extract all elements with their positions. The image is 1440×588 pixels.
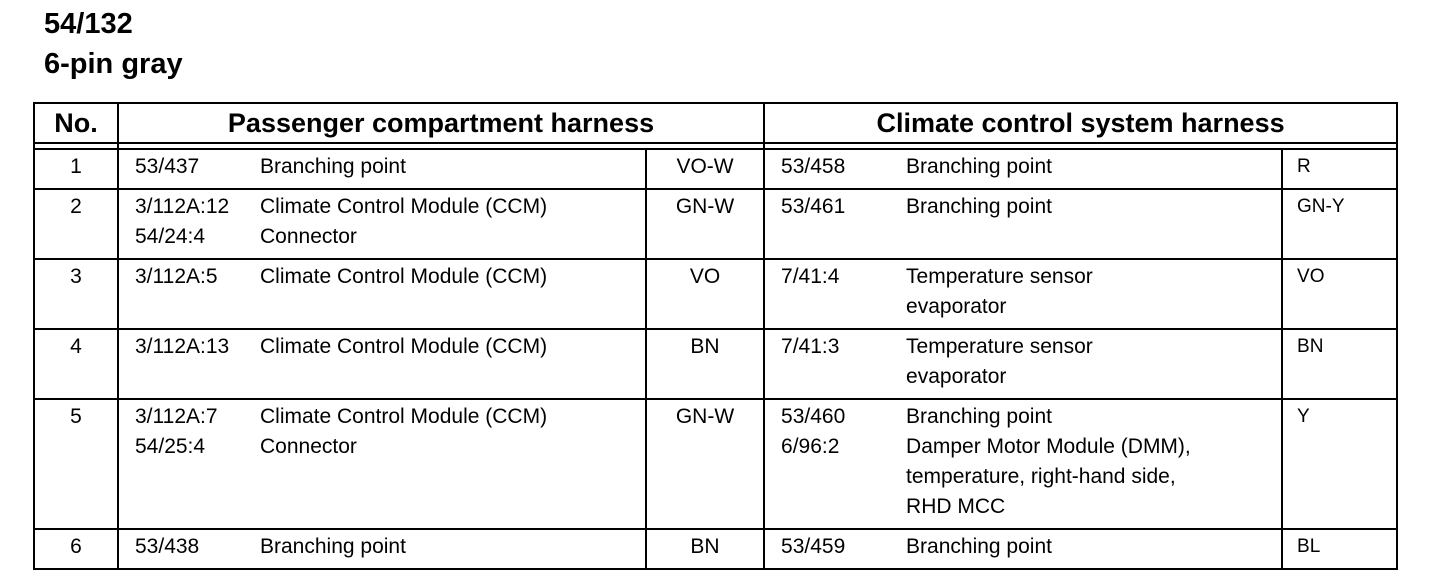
climate-description: Temperature sensor	[906, 265, 1093, 288]
passenger-description: Branching point	[260, 155, 406, 178]
climate-description-cell	[906, 329, 1282, 399]
table-row	[34, 149, 1397, 189]
passenger-description: Connector	[260, 225, 357, 248]
climate-code: 53/461	[781, 195, 846, 218]
passenger-code-cell	[118, 329, 260, 399]
climate-code-cell	[764, 399, 906, 529]
passenger-wire-color: GN-W	[646, 189, 764, 259]
passenger-description-cell	[260, 529, 646, 569]
header-passenger-harness: Passenger compartment harness	[118, 103, 764, 143]
passenger-code: 3/112A:7	[135, 405, 218, 428]
climate-description: Damper Motor Module (DMM),	[906, 435, 1191, 458]
table-row	[34, 529, 1397, 569]
passenger-description: Connector	[260, 435, 357, 458]
climate-wire-color: R	[1282, 149, 1397, 189]
passenger-code-cell	[118, 529, 260, 569]
climate-code: 7/41:3	[781, 335, 840, 358]
table-header-row	[34, 103, 1397, 143]
passenger-description-cell	[260, 329, 646, 399]
pin-number: 3	[34, 259, 118, 329]
climate-code-cell	[764, 529, 906, 569]
pin-number: 4	[34, 329, 118, 399]
climate-code-cell	[764, 149, 906, 189]
climate-description-cell	[906, 259, 1282, 329]
climate-description: temperature, right-hand side,	[906, 465, 1176, 488]
table-row	[34, 259, 1397, 329]
passenger-code: 3/112A:13	[135, 335, 230, 358]
passenger-code: 54/24:4	[135, 225, 206, 248]
climate-description-cell	[906, 189, 1282, 259]
passenger-wire-color: BN	[646, 529, 764, 569]
climate-wire-color: BL	[1282, 529, 1397, 569]
climate-description: Branching point	[906, 535, 1052, 558]
climate-code: 6/96:2	[781, 435, 840, 458]
passenger-code: 53/438	[135, 535, 200, 558]
climate-code: 53/460	[781, 405, 846, 428]
connector-id: 54/132	[44, 8, 133, 40]
climate-description: Branching point	[906, 405, 1052, 428]
climate-code: 53/458	[781, 155, 846, 178]
climate-description: Temperature sensor	[906, 335, 1093, 358]
passenger-code: 53/437	[135, 155, 200, 178]
table-row	[34, 329, 1397, 399]
passenger-description-cell	[260, 189, 646, 259]
pin-number: 6	[34, 529, 118, 569]
passenger-code-cell	[118, 149, 260, 189]
climate-description-cell	[906, 399, 1282, 529]
table-row	[34, 189, 1397, 259]
passenger-description: Branching point	[260, 535, 406, 558]
passenger-code: 54/25:4	[135, 435, 206, 458]
climate-description: Branching point	[906, 155, 1052, 178]
table-body	[34, 143, 1397, 569]
climate-wire-color: BN	[1282, 329, 1397, 399]
passenger-code: 3/112A:5	[135, 265, 218, 288]
climate-description: RHD MCC	[906, 495, 1006, 518]
passenger-wire-color: VO	[646, 259, 764, 329]
climate-code-cell	[764, 329, 906, 399]
passenger-wire-color: BN	[646, 329, 764, 399]
climate-description-cell	[906, 149, 1282, 189]
climate-code: 53/459	[781, 535, 846, 558]
climate-wire-color: Y	[1282, 399, 1397, 529]
pin-number: 2	[34, 189, 118, 259]
climate-wire-color: VO	[1282, 259, 1397, 329]
passenger-wire-color: VO-W	[646, 149, 764, 189]
climate-description: evaporator	[906, 295, 1007, 318]
header-no: No.	[34, 103, 118, 143]
connector-title	[44, 4, 183, 84]
pin-number: 5	[34, 399, 118, 529]
passenger-description-cell	[260, 259, 646, 329]
climate-code-cell	[764, 189, 906, 259]
passenger-description: Climate Control Module (CCM)	[260, 265, 548, 288]
connector-description: 6-pin gray	[44, 48, 183, 80]
passenger-wire-color: GN-W	[646, 399, 764, 529]
climate-description: evaporator	[906, 365, 1007, 388]
header-climate-harness: Climate control system harness	[764, 103, 1397, 143]
table-row	[34, 399, 1397, 529]
passenger-description: Climate Control Module (CCM)	[260, 335, 548, 358]
climate-wire-color: GN-Y	[1282, 189, 1397, 259]
passenger-description-cell	[260, 399, 646, 529]
climate-description: Branching point	[906, 195, 1052, 218]
climate-code: 7/41:4	[781, 265, 840, 288]
passenger-description-cell	[260, 149, 646, 189]
climate-code-cell	[764, 259, 906, 329]
passenger-code: 3/112A:12	[135, 195, 230, 218]
pin-assignment-table	[33, 102, 1398, 570]
passenger-code-cell	[118, 259, 260, 329]
passenger-code-cell	[118, 399, 260, 529]
pin-number: 1	[34, 149, 118, 189]
climate-description-cell	[906, 529, 1282, 569]
passenger-description: Climate Control Module (CCM)	[260, 195, 548, 218]
passenger-code-cell	[118, 189, 260, 259]
passenger-description: Climate Control Module (CCM)	[260, 405, 548, 428]
